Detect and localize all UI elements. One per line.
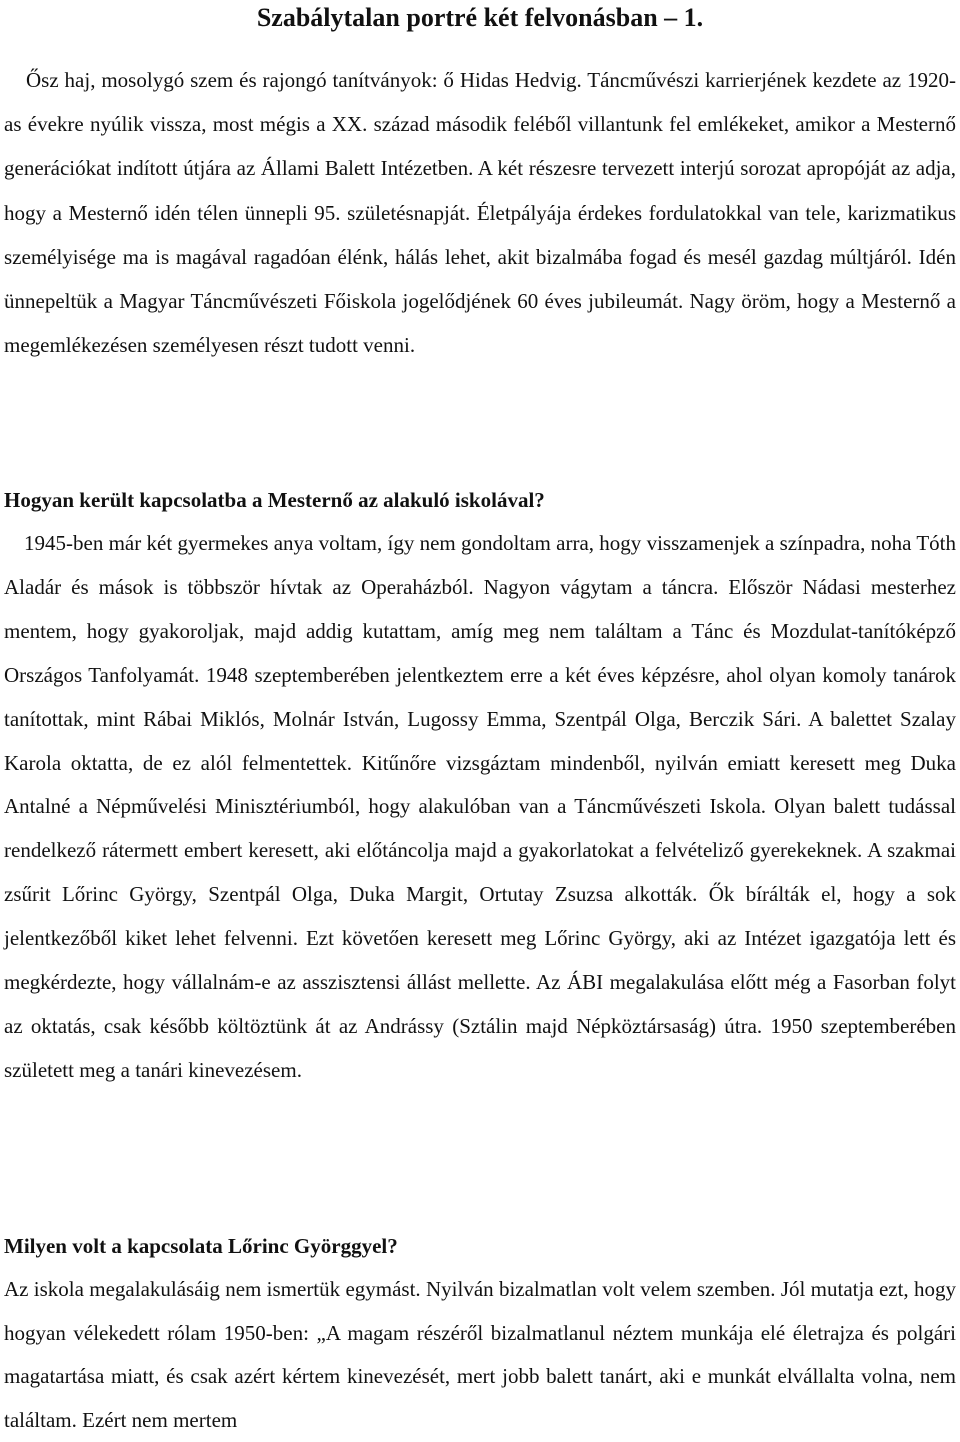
question-heading: Milyen volt a kapcsolata Lőrinc Györggyel? [4, 1234, 398, 1258]
document-page [4, 0, 956, 1432]
question-heading: Hogyan került kapcsolatba a Mesternő az alakuló iskolával? [4, 488, 545, 512]
document-title: Szabálytalan portré két felvonásban – 1. [256, 3, 704, 32]
intro-paragraph [4, 58, 956, 367]
answer-paragraph: Az iskola megalakulásáig nem ismertük egymást. Nyilván bizalmatlan volt velem szemben. Jól mutatja ezt, hogy hogyan vélekedett rólam 1950-ben: „A magam részéről bizalmatlanul néztem munkája elé életrajza és polgári magatartása miatt, és csak azért kértem kinevezését, mert jobb balett tanárt, aki e munkát elvállalta volna, nem találtam. Ezért nem mertem [4, 1277, 956, 1432]
answer-text: 1945-ben már két gyermekes anya voltam, így nem gondoltam arra, hogy visszamenjek a színpadra, noha Tóth Aladár és mások is többször hívtak az Operaházból. Nagyon vágytam a táncra. Először Nádasi mesterhez mentem, hogy gyakoroljak, majd addig kutattam, amíg meg nem találtam a Tánc és Mozdulat-tanítóképző Országos Tanfolyamát. 1948 szeptemberében jelentkeztem erre a két éves képzésre, ahol olyan komoly tanárok tanítottak, mint Rábai Miklós, Molnár István, Lugossy Emma, Szentpál Olga, Berczik Sári. A balettet Szalay Karola oktatta, de ez alól felmentettek. Kitűnőre vizsgáztam mindenből, nyilván emiatt keresett meg Duka Antalné a Népművelési Minisztériumból, hogy alakulóban van a Táncművészeti Iskola. Olyan balett tudással rendelkező rátermett embert keresett, aki előtáncolja majd a gyakorlatokat a felvételiző gyerekeknek. A szakmai zsűrit Lőrinc György, Szentpál Olga, Duka Margit, Ortutay Zsuzsa alkották. Ők bírálták el, hogy a sok jelentkezőből kiket lehet felvenni. Ezt követően keresett meg Lőrinc György, aki az Intézet igazgatója lett és megkérdezte, hogy vállalnám-e az asszisztensi állást mellette. Az ÁBI megalakulása előtt még a Fasorban folyt az oktatás, csak később költöztünk át az Andrássy (Sztálin majd Népköztársaság) útra. 1950 szeptemberében született meg a tanári kinevezésem. [4, 531, 956, 1082]
answer-paragraph [4, 522, 956, 1093]
intro-text: Ősz haj, mosolygó szem és rajongó tanítványok: ő Hidas Hedvig. Táncművészi karrierjének kezdete az 1920-as évekre nyúlik vissza, most mégis a XX. század második feléből villantunk fel emlékeket, amikor a Mesternő generációkat indított útjára az Állami Balett Intézetben. A két részesre tervezett interjú sorozat apropóját az adja, hogy a Mesternő idén télen ünnepli 95. születésnapját. Életpályája érdekes fordulatokkal van tele, karizmatikus személyisége ma is magával ragadóan élénk, hálás lehet, akit bizalmába fogad és mesél gazdag múltjáról. Idén ünnepeltük a Magyar Táncművészeti Főiskola jogelődjének 60 éves jubileumát. Nagy öröm, hogy a Mesternő a megemlékezésen személyesen részt tudott venni. [4, 68, 956, 358]
